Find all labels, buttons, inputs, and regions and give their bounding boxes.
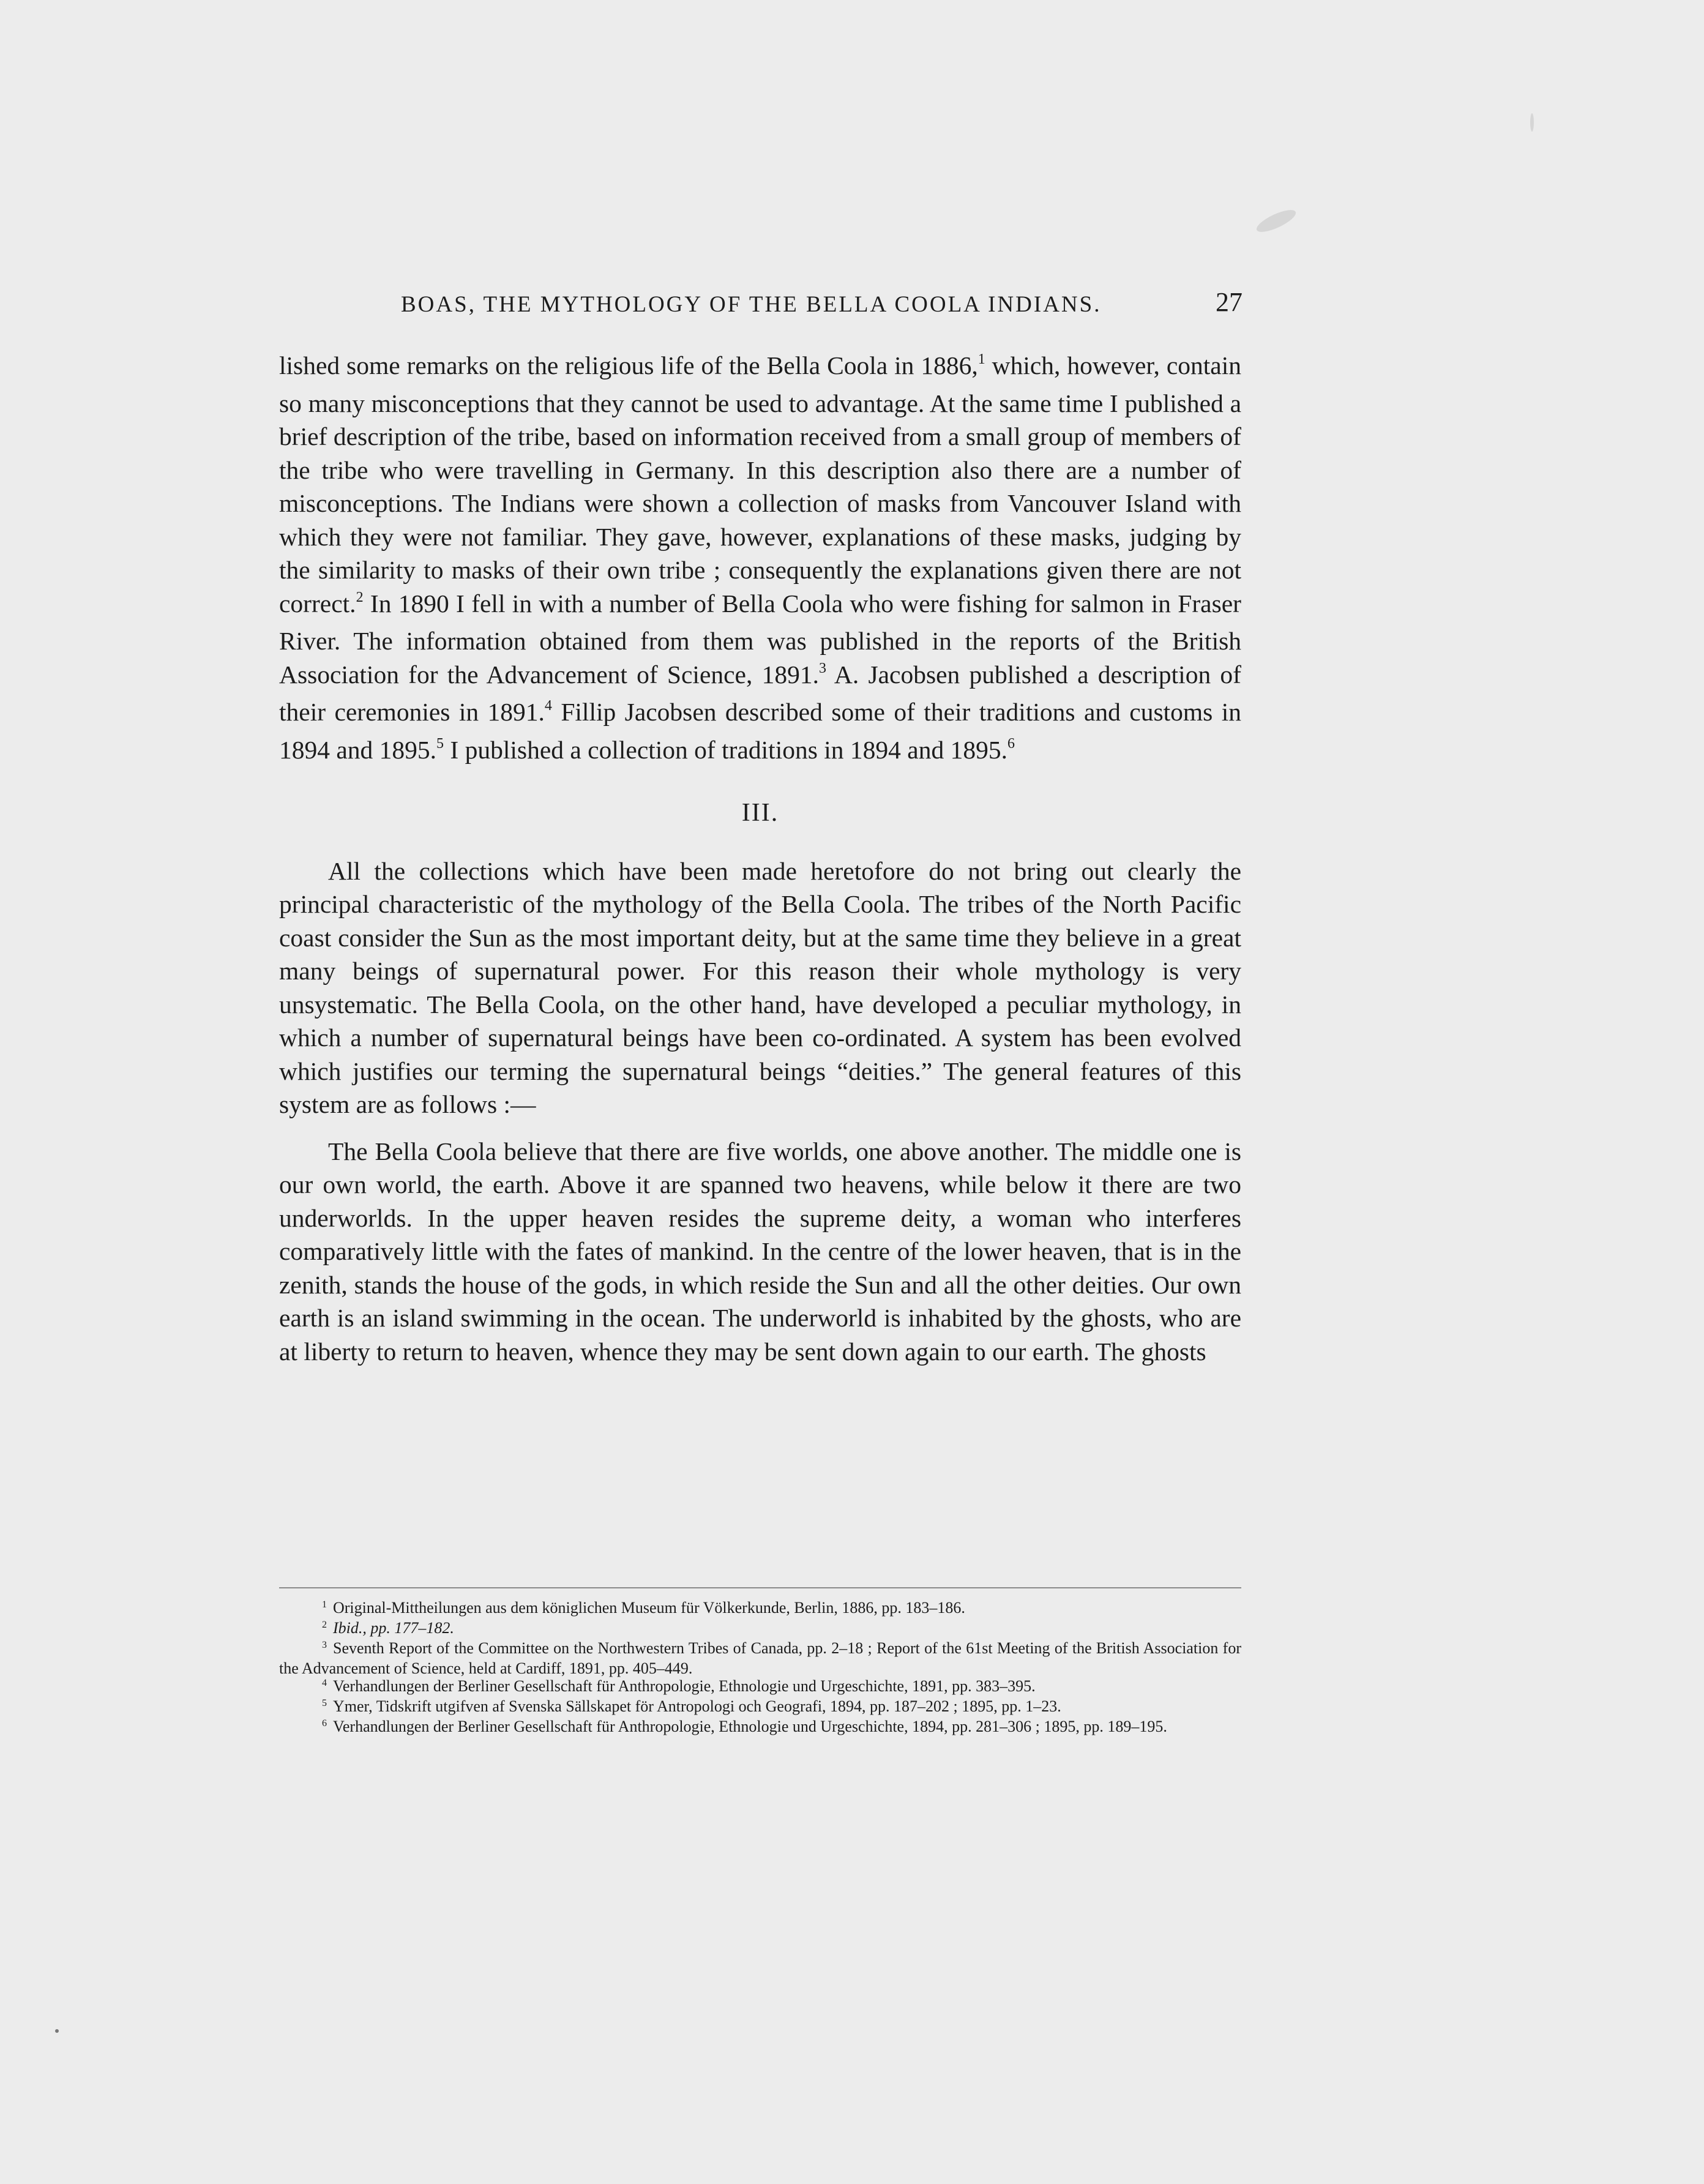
footnote: $^3$ Seventh Report of the Committee on the Northwestern Tribes of Canada, pp. 2–18 ; Report of the 61st Meeting of the British Association for the Advancement of Science, held at Cardiff, 1891, pp. 405–449. [279, 1639, 1241, 1677]
footnote-ref: 5 [436, 735, 444, 752]
footnote-ref: 2 [356, 589, 364, 605]
paragraph-continued: lished some remarks on the religious life of the Bella Coola in 1886,$^1$ which, however, contain so many misconceptions that they cannot be used to advantage. At the same time I published a brief description of the tribe, based on information received from a small group of members of the tribe who were travelling in Germany. In this description also there are a number of misconceptions. The Indians were shown a collection of masks from Vancouver Island with which they were not familiar. They gave, however, explanations of these masks, judging by the similarity to masks of their own tribe ; consequently the explanations given there are not correct.$^2$ In 1890 I fell in with a number of Bella Coola who were fishing for salmon in Fraser River. The information obtained from them was published in the reports of the British Association for the Advancement of Science, 1891.$^3$ A. Jacobsen published a description of their ceremonies in 1891.$^4$ Fillip Jacobsen described some of their traditions and customs in 1894 and 1895.$^5$ I published a collection of traditions in 1894 and 1895.$^6$ [279, 351, 1241, 764]
footnote: $^4$ Verhandlungen der Berliner Gesellschaft für Anthropologie, Ethnologie und Urgeschichte, 1891, pp. 383–395. [322, 1677, 1036, 1695]
footnote: $^6$ Verhandlungen der Berliner Gesellschaft für Anthropologie, Ethnologie und Urgeschichte, 1894, pp. 281–306 ; 1895, pp. 189–195. [322, 1718, 1167, 1735]
paragraph: All the collections which have been made heretofore do not bring out clearly the principal characteristic of the mythology of the Bella Coola. The tribes of the North Pacific coast consider the Sun as the most important deity, but at the same time they believe in a great many beings of supernatural power. For this reason their whole mythology is very unsystematic. The Bella Coola, on the other hand, have developed a peculiar mythology, in which a number of supernatural beings have been co-ordinated. A system has been evolved which justifies our terming the supernatural beings “deities.” The general features of this system are as follows :— [279, 856, 1241, 1118]
footnote-ref: 4 [544, 698, 552, 714]
scan-speck [55, 2029, 59, 2033]
footnotes [279, 1599, 1241, 1738]
footnote: $^2$ Ibid., pp. 177–182. [322, 1619, 454, 1637]
scan-smudge [1530, 113, 1534, 132]
footnote-divider [279, 1587, 1241, 1588]
page-number: 27 [1216, 287, 1242, 317]
scan-smudge [1254, 206, 1299, 236]
footnote-ref: 1 [977, 351, 985, 367]
running-title: BOAS, THE MYTHOLOGY OF THE BELLA COOLA INDIANS. [401, 292, 1102, 317]
paragraph: The Bella Coola believe that there are five worlds, one above another. The middle one is our own world, the earth. Above it are spanned two heavens, while below it there are two underworlds. In the upper heaven resides the supreme deity, a woman who interferes comparatively little with the fates of mankind. In the centre of the lower heaven, that is in the zenith, stands the house of the gods, in which reside the Sun and all the other deities. Our own earth is an island swimming in the ocean. The underworld is inhabited by the ghosts, who are at liberty to return to heaven, whence they may be sent down again to our earth. The ghosts [279, 1137, 1241, 1366]
footnote: $^1$ Original-Mittheilungen aus dem königlichen Museum für Völkerkunde, Berlin, 1886, pp. 183–186. [322, 1599, 965, 1617]
body-text [279, 349, 1241, 1368]
footnote-ref: 6 [1007, 735, 1015, 752]
footnote: $^5$ Ymer, Tidskrift utgifven af Svenska Sällskapet för Antropologi och Geografi, 1894, pp. 187–202 ; 1895, pp. 1–23. [322, 1697, 1061, 1715]
running-header [282, 286, 1242, 323]
footnote-ref: 3 [818, 660, 826, 676]
section-heading: III. [741, 799, 779, 827]
